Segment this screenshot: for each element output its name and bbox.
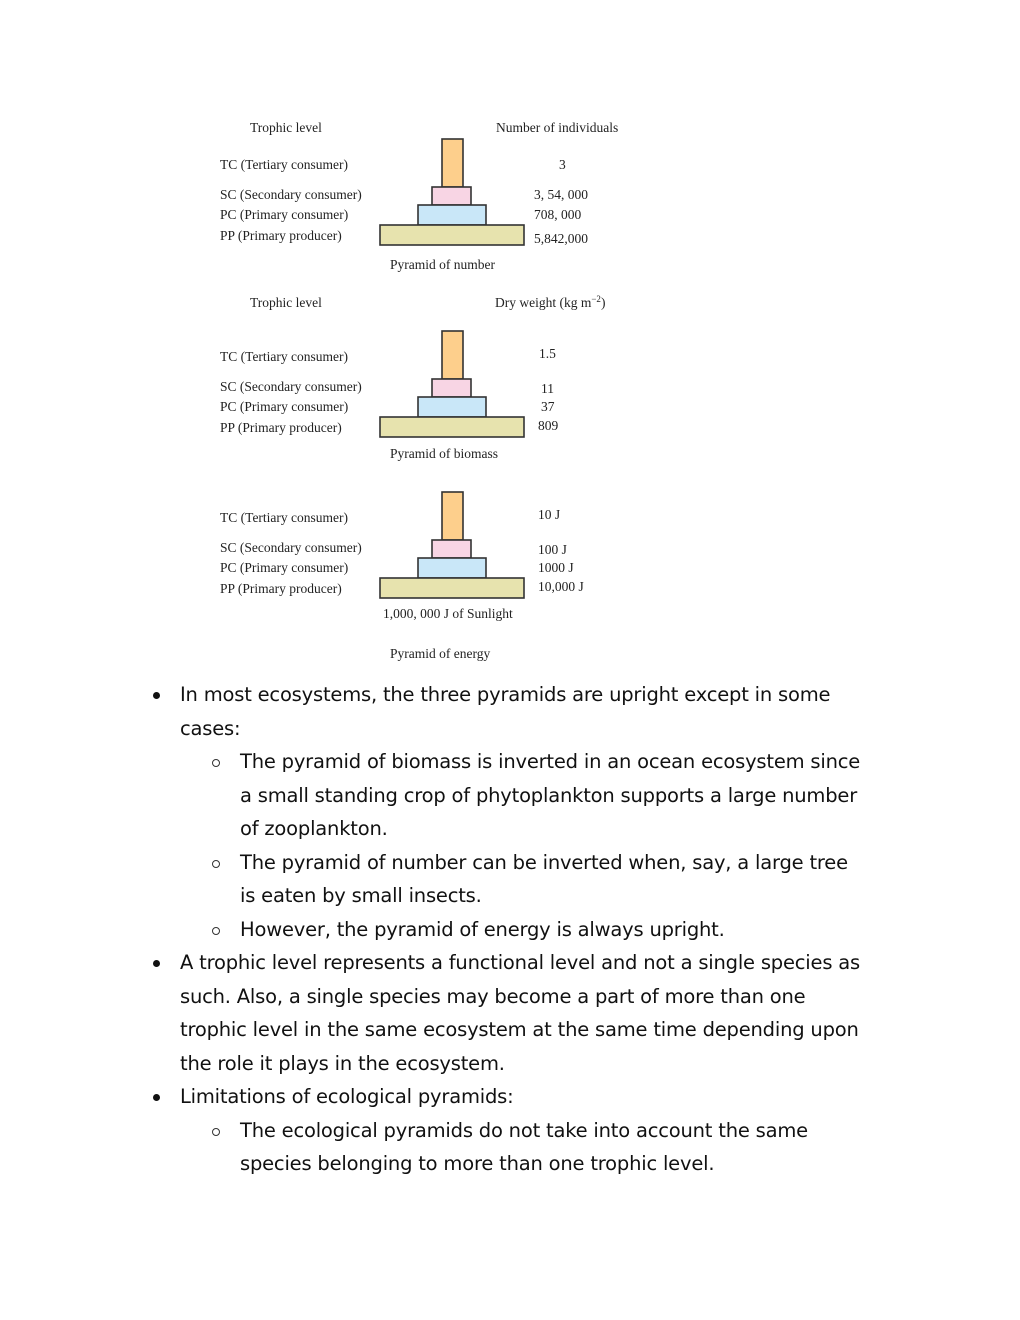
bullet-circle-icon — [212, 759, 220, 767]
level-label-sc: SC (Secondary consumer) — [220, 187, 362, 202]
value-pc: 1000 J — [538, 560, 574, 575]
level-label-pc: PC (Primary consumer) — [220, 560, 349, 575]
list-item — [180, 1080, 910, 1114]
bar-tc — [442, 139, 463, 187]
list-item-line: a small standing crop of phytoplankton supports a large number — [240, 783, 858, 807]
list-item-line: The ecological pyramids do not take into account the same — [240, 1118, 808, 1142]
bar-sc — [432, 187, 471, 205]
value-sc: 100 J — [538, 542, 567, 557]
value-tc: 3 — [559, 157, 566, 172]
caption: Pyramid of biomass — [390, 446, 498, 461]
bar-pc — [418, 205, 486, 225]
list-item-line: A trophic level represents a functional level and not a single species as — [180, 951, 860, 974]
list-item-line: species belonging to more than one trophic level. — [240, 1152, 715, 1175]
bar-pc — [418, 397, 486, 417]
caption: Pyramid of energy — [390, 646, 491, 661]
pyramid-of-energy — [220, 492, 584, 661]
level-label-pp: PP (Primary producer) — [220, 581, 342, 596]
level-label-pc: PC (Primary consumer) — [220, 207, 349, 222]
right-header: Number of individuals — [496, 120, 619, 135]
pyramid-of-number — [220, 120, 618, 272]
bullet-circle-icon — [212, 927, 220, 935]
caption: Pyramid of number — [390, 257, 495, 272]
bar-pp — [380, 417, 524, 437]
value-pp: 10,000 J — [538, 579, 584, 594]
value-pp: 809 — [538, 418, 559, 433]
bullet-disc-icon — [153, 960, 160, 967]
pyramid-of-biomass — [220, 294, 605, 461]
list-item-line: In most ecosystems, the three pyramids are upright except in some — [180, 683, 831, 706]
value-tc: 1.5 — [539, 346, 556, 361]
right-header: Dry weight (kg $m^{-2}$) — [495, 294, 606, 310]
level-label-sc: SC (Secondary consumer) — [220, 540, 362, 555]
level-label-tc: TC (Tertiary consumer) — [220, 510, 349, 525]
bar-pp — [380, 225, 524, 245]
value-pc: 708, 000 — [534, 207, 582, 222]
level-label-pp: PP (Primary producer) — [220, 420, 342, 435]
sub-list-item — [240, 913, 910, 947]
left-header: Trophic level — [250, 120, 322, 135]
list-item-line: Limitations of ecological pyramids: — [180, 1085, 514, 1108]
level-label-pc: PC (Primary consumer) — [220, 399, 349, 414]
bar-tc — [442, 331, 463, 379]
list-item-line: However, the pyramid of energy is always upright. — [240, 917, 725, 941]
list-item-line: the role it plays in the ecosystem. — [180, 1051, 505, 1075]
sub-list-item — [240, 1114, 910, 1181]
list-item — [180, 678, 910, 745]
level-label-tc: TC (Tertiary consumer) — [220, 157, 349, 172]
bar-pp — [380, 578, 524, 598]
value-sc: 3, 54, 000 — [534, 187, 588, 202]
list-item-line: trophic level in the same ecosystem at the same time depending upon — [180, 1018, 859, 1041]
bullet-circle-icon — [212, 1128, 220, 1136]
sub-list-item — [240, 745, 910, 846]
bullet-disc-icon — [153, 692, 160, 699]
value-sc: 11 — [541, 381, 554, 396]
list-item-line: of zooplankton. — [240, 817, 388, 840]
level-label-pp: PP (Primary producer) — [220, 228, 342, 243]
bullet-disc-icon — [153, 1094, 160, 1101]
level-label-sc: SC (Secondary consumer) — [220, 379, 362, 394]
left-header: Trophic level — [250, 295, 322, 310]
bar-sc — [432, 540, 471, 558]
list-item-line: The pyramid of biomass is inverted in an ocean ecosystem since — [240, 750, 861, 773]
list-item-line: is eaten by small insects. — [240, 884, 482, 907]
list-item-line: cases: — [180, 716, 241, 740]
value-pp: 5,842,000 — [534, 231, 588, 246]
sub-caption: 1,000, 000 J of Sunlight — [383, 606, 513, 621]
bar-sc — [432, 379, 471, 397]
value-tc: 10 J — [538, 507, 561, 522]
bullet-circle-icon — [212, 860, 220, 868]
list-item — [180, 946, 910, 1080]
level-label-tc: TC (Tertiary consumer) — [220, 349, 349, 364]
list-item-line: such. Also, a single species may become a part of more than one — [180, 984, 806, 1008]
value-pc: 37 — [541, 399, 555, 414]
list-item-line: The pyramid of number can be inverted when, say, a large tree — [240, 850, 848, 874]
sub-list-item — [240, 846, 910, 913]
bar-tc — [442, 492, 463, 540]
bar-pc — [418, 558, 486, 578]
